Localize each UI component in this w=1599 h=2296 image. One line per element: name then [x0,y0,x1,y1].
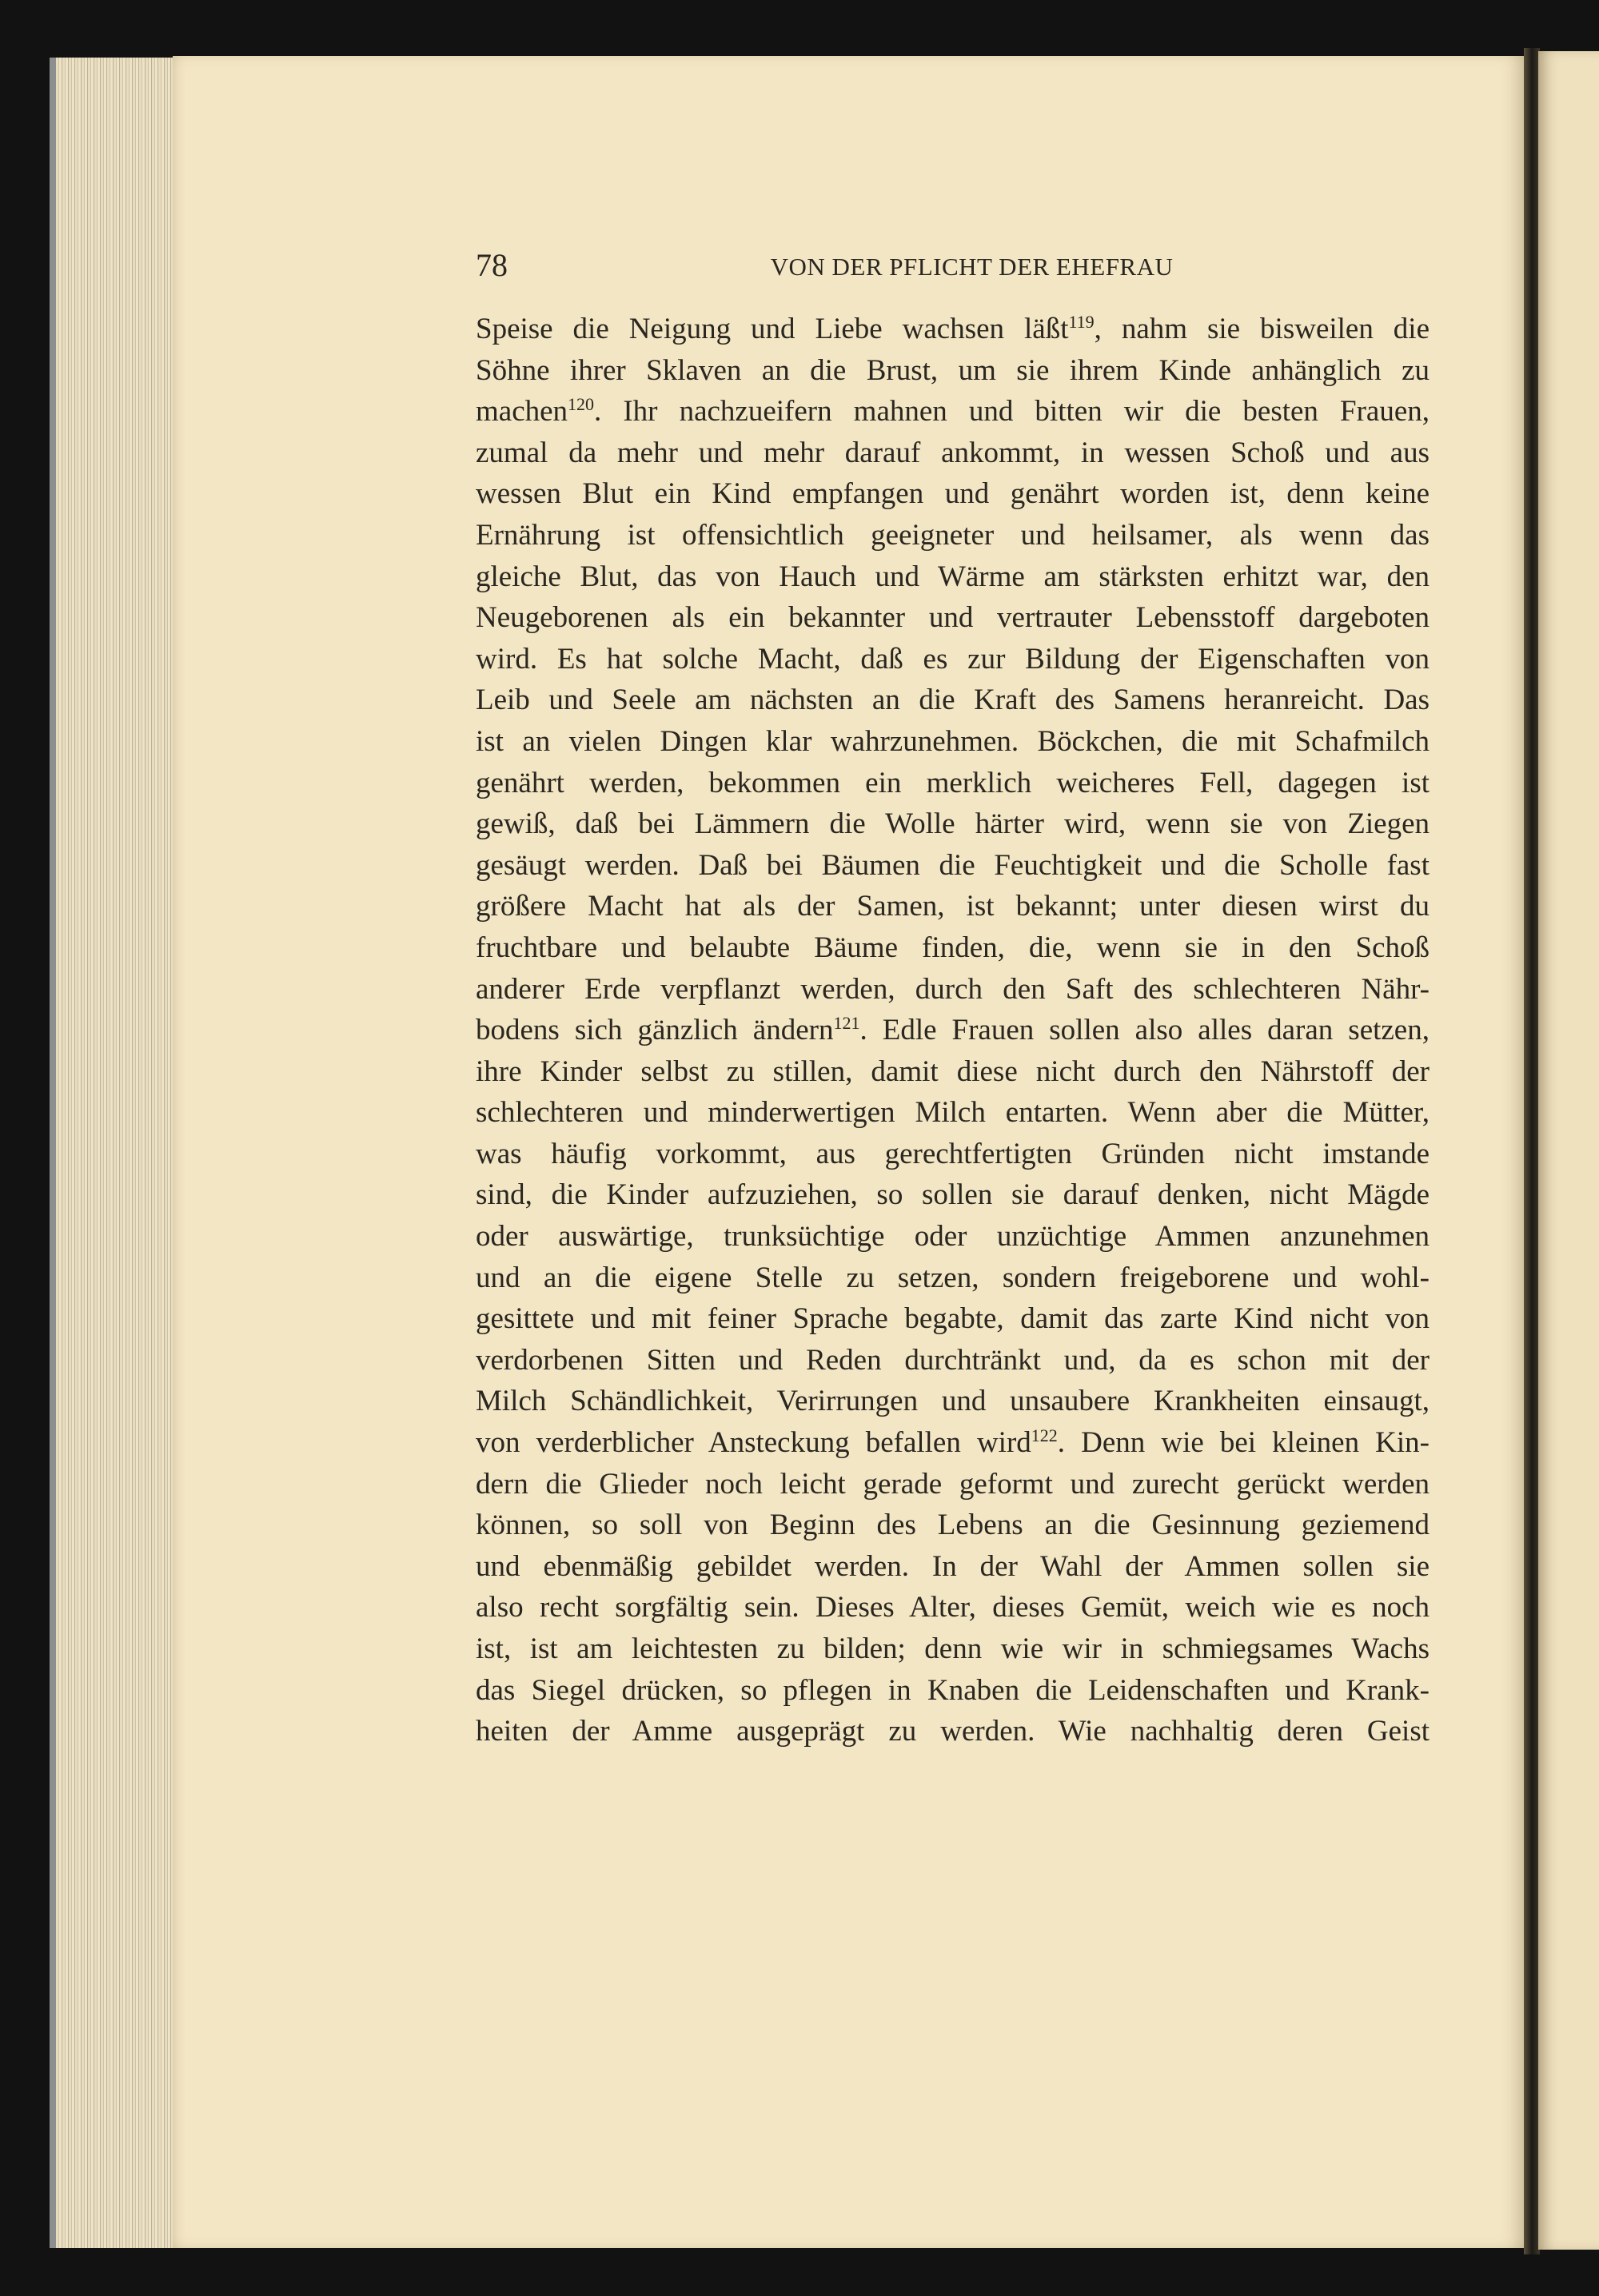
book-gutter [1524,48,1540,2254]
text-line [476,309,1430,350]
line-text: ihre Kinder selbst zu stillen, damit diese nicht durch den Nährstoff der [476,1054,1430,1088]
line-text: ist, ist am leichtesten zu bilden; denn wie wir in schmiegsames Wachs [476,1632,1430,1665]
facing-page [1538,51,1599,2250]
line-text: was häufig vorkommt, aus gerechtfertigten Gründen nicht imstande [476,1137,1430,1170]
running-header [476,246,1430,286]
line-text: größere Macht hat als der Samen, ist bekannt; unter diesen wirst du [476,890,1430,923]
line-text: Neugeborenen als ein bekannter und vertrauter Lebensstoff dargeboten [476,601,1430,635]
text-line [476,1587,1430,1628]
text-line [476,1464,1430,1505]
line-text: fruchtbare und belaubte Bäume finden, die, wenn sie in den Schoß [476,931,1430,964]
line-text: schlechteren und minderwertigen Milch entarten. Wenn aber die Mütter, [476,1096,1430,1130]
text-line [476,432,1430,474]
text-line [476,1422,1430,1464]
text-line [476,721,1430,763]
footnote-reference: 121 [833,1013,860,1034]
text-line [476,803,1430,845]
text-line [476,1134,1430,1175]
line-text: , nahm sie bisweilen die [1094,313,1430,345]
line-text: Leib und Seele am nächsten an die Kraft des Samens heranreicht. Das [476,684,1430,717]
line-text: Söhne ihrer Sklaven an die Brust, um sie ihrem Kinde anhänglich zu [476,353,1430,387]
page-number: 78 [476,247,508,283]
line-text: dern die Glieder noch leicht gerade geformt und zurecht gerückt werden [476,1467,1430,1501]
text-line [476,1258,1430,1299]
line-text: . Edle Frauen sollen also alles daran setzen, [859,1014,1430,1047]
text-line [476,1381,1430,1422]
text-line [476,391,1430,432]
footnote-reference: 122 [1031,1425,1058,1446]
line-text: können, so soll von Beginn des Lebens an die Gesinnung geziemend [476,1509,1430,1542]
line-text: Speise die Neigung und Liebe wachsen läßt [476,313,1069,345]
text-line [476,1216,1430,1258]
line-text: Milch Schändlichkeit, Verirrungen und unsaubere Krankheiten einsaugt, [476,1385,1430,1418]
line-text: . Denn wie bei kleinen Kin- [1057,1426,1430,1460]
line-text: heiten der Amme ausgeprägt zu werden. Wie nachhaltig deren Geist [476,1715,1430,1748]
text-line [476,1670,1430,1712]
line-text: gleiche Blut, das von Hauch und Wärme am stärksten erhitzt war, den [476,560,1430,593]
text-line [476,1010,1430,1051]
line-text: Ernährung ist offensichtlich geeigneter und heilsamer, als wenn das [476,518,1430,552]
text-line [476,1092,1430,1134]
line-text: also recht sorgfältig sein. Dieses Alter, dieses Gemüt, weich wie es noch [476,1591,1430,1624]
text-line [476,350,1430,392]
text-line [476,1174,1430,1216]
line-text: das Siegel drücken, so pflegen in Knaben die Leidenschaften und Krank- [476,1673,1430,1707]
line-text: gewiß, daß bei Lämmern die Wolle härter wird, wenn sie von Ziegen [476,807,1430,841]
text-line [476,597,1430,639]
line-text: gesittete und mit feiner Sprache begabte, damit das zarte Kind nicht von [476,1302,1430,1336]
text-line [476,1546,1430,1588]
text-line [476,763,1430,804]
text-line [476,680,1430,721]
text-line [476,1711,1430,1752]
text-line [476,969,1430,1010]
running-title: VON DER PFLICHT DER EHEFRAU [770,253,1174,281]
line-text: genährt werden, bekommen ein merklich weicheres Fell, dagegen ist [476,766,1430,799]
line-text: oder auswärtige, trunksüchtige oder unzüchtige Ammen anzunehmen [476,1220,1430,1254]
text-line [476,1298,1430,1340]
line-text: zumal da mehr und mehr darauf ankommt, in wessen Schoß und aus [476,436,1430,469]
text-line [476,845,1430,887]
text-line [476,639,1430,680]
line-text: und an die eigene Stelle zu setzen, sondern freigeborene und wohl- [476,1261,1430,1294]
line-text: wessen Blut ein Kind empfangen und genährt worden ist, denn keine [476,477,1430,511]
line-text: anderer Erde verpflanzt werden, durch den Saft des schlechteren Nähr- [476,972,1430,1006]
line-text: ist an vielen Dingen klar wahrzunehmen. Böckchen, die mit Schafmilch [476,724,1430,758]
line-text: von verderblicher Ansteckung befallen wird [476,1426,1031,1460]
body-text [476,309,1430,1752]
line-text: machen [476,395,568,429]
line-text: wird. Es hat solche Macht, daß es zur Bildung der Eigenschaften von [476,642,1430,676]
line-text: verdorbenen Sitten und Reden durchtränkt und, da es schon mit der [476,1343,1430,1377]
text-line [476,927,1430,969]
footnote-reference: 120 [568,394,595,415]
text-line [476,556,1430,598]
text-line [476,1051,1430,1093]
text-line [476,473,1430,515]
line-text: bodens sich gänzlich ändern [476,1014,834,1047]
line-text: und ebenmäßig gebildet werden. In der Wahl der Ammen sollen sie [476,1549,1430,1583]
text-line [476,1628,1430,1670]
line-text: sind, die Kinder aufzuziehen, so sollen sie darauf denken, nicht Mägde [476,1178,1430,1212]
line-text: . Ihr nachzueifern mahnen und bitten wir die besten Frauen, [594,395,1430,429]
text-line [476,1340,1430,1381]
footnote-reference: 119 [1068,312,1095,332]
line-text: gesäugt werden. Daß bei Bäumen die Feuchtigkeit und die Scholle fast [476,848,1430,882]
page-edges [50,58,181,2248]
text-line [476,886,1430,927]
text-line [476,1505,1430,1546]
text-line [476,515,1430,556]
